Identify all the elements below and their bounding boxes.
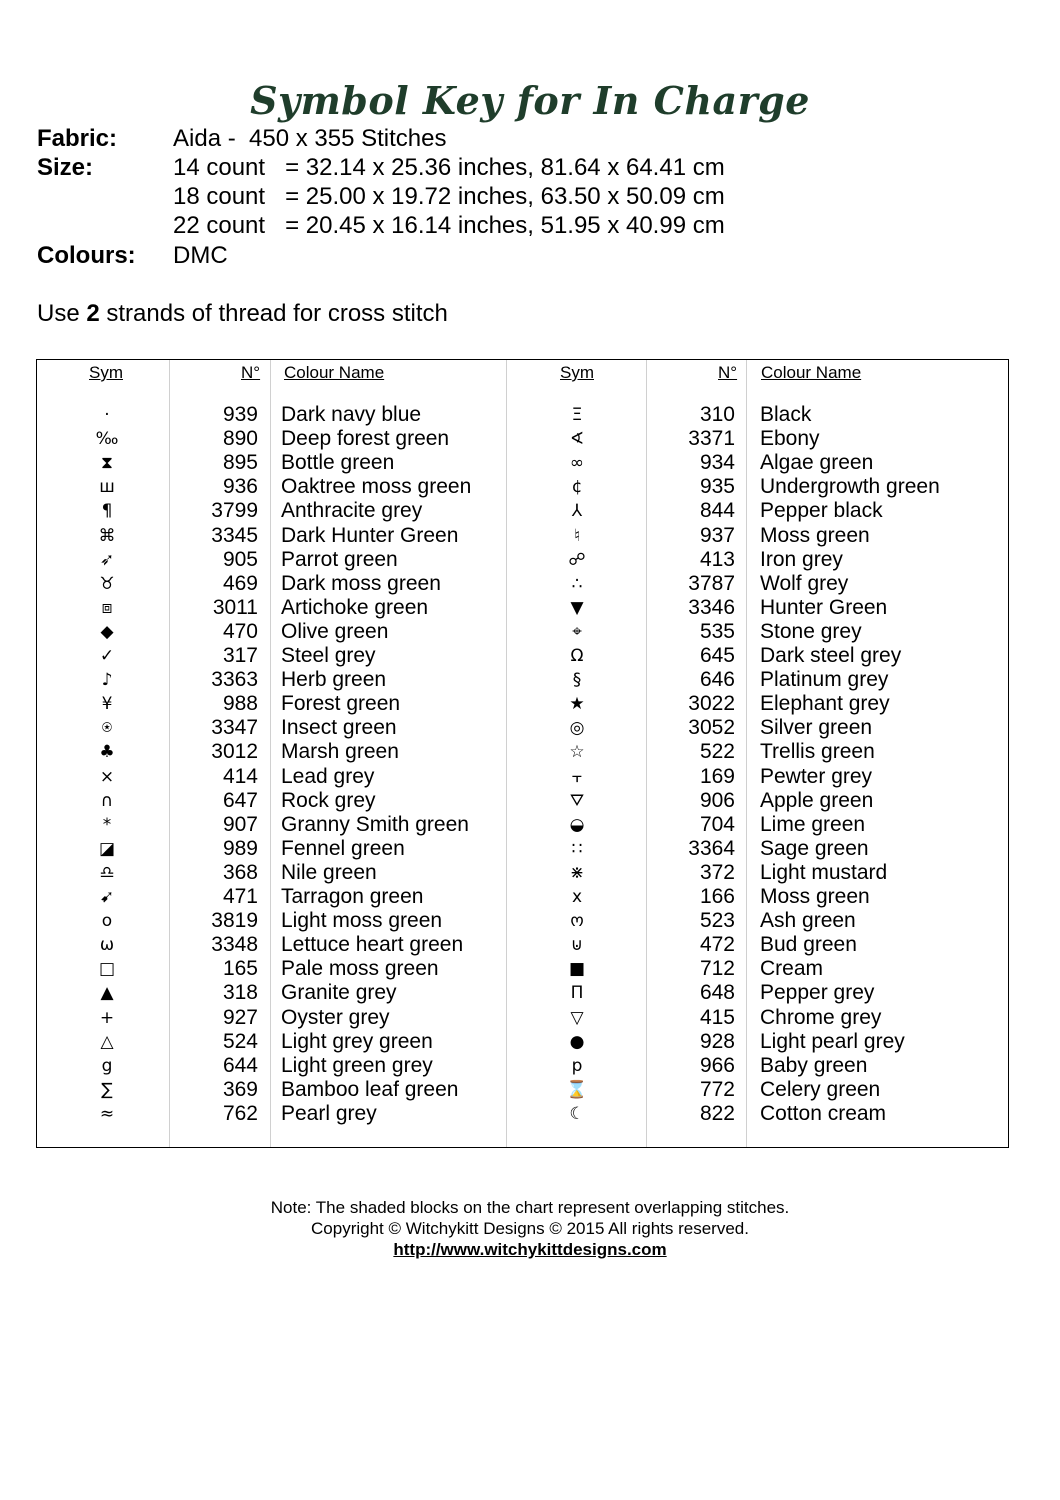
symbol-cell: △ bbox=[100, 1031, 114, 1052]
symbol-cell: ¥ bbox=[101, 694, 113, 715]
symbol-cell: ⌖ bbox=[572, 621, 582, 642]
colour-name-cell: Pearl grey bbox=[281, 1101, 377, 1125]
symbol-cell: Π bbox=[570, 983, 584, 1004]
colour-name-cell: Lead grey bbox=[281, 764, 375, 788]
colour-name-cell: Trellis green bbox=[760, 740, 875, 764]
colour-name-cell: Light pearl grey bbox=[760, 1029, 905, 1053]
colour-name-cell: Undergrowth green bbox=[760, 475, 940, 499]
table-row bbox=[37, 981, 1008, 1005]
colour-name-cell: Platinum grey bbox=[760, 668, 889, 692]
size-14-count: 14 count = 32.14 x 25.36 inches, 81.64 x 64.41 cm bbox=[173, 154, 725, 181]
number-cell: 704 bbox=[699, 812, 735, 836]
number-cell: 712 bbox=[699, 957, 735, 981]
colour-name-cell: Black bbox=[760, 403, 812, 426]
fabric-value: Aida - 450 x 355 Stitches bbox=[173, 125, 447, 152]
header-sym-left: Sym bbox=[89, 363, 123, 382]
number-cell: 3364 bbox=[688, 836, 735, 860]
number-cell: 966 bbox=[699, 1053, 735, 1077]
table-row bbox=[37, 1054, 1008, 1078]
table-row bbox=[37, 499, 1008, 523]
number-cell: 166 bbox=[699, 885, 735, 908]
colour-name-cell: Wolf grey bbox=[760, 571, 849, 595]
colour-name-cell: Light moss green bbox=[281, 909, 443, 933]
colour-name-cell: Iron grey bbox=[760, 547, 843, 571]
symbol-cell: ♉ bbox=[99, 573, 115, 594]
size-18-count: 18 count = 25.00 x 19.72 inches, 63.50 x 50.09 cm bbox=[173, 183, 725, 210]
colour-name-cell: Pale moss green bbox=[281, 957, 439, 981]
header-num-left: N° bbox=[241, 363, 261, 382]
number-cell: 988 bbox=[222, 692, 258, 716]
number-cell: 3819 bbox=[211, 909, 258, 933]
strands-count: 2 bbox=[86, 300, 100, 327]
colour-name-cell: Oaktree moss green bbox=[281, 475, 472, 499]
symbol-cell: ⅄ bbox=[571, 501, 583, 522]
colour-name-cell: Stone grey bbox=[760, 619, 862, 643]
colour-name-cell: Celery green bbox=[760, 1077, 881, 1101]
website-link[interactable]: http://www.witchykittdesigns.com bbox=[393, 1240, 667, 1259]
number-cell: 535 bbox=[699, 619, 735, 643]
number-cell: 937 bbox=[699, 523, 735, 547]
symbol-cell: ⨯ bbox=[99, 766, 115, 787]
colour-name-cell: Light grey green bbox=[281, 1029, 433, 1053]
number-cell: 934 bbox=[699, 451, 735, 475]
colour-name-cell: Elephant grey bbox=[760, 692, 890, 716]
symbol-cell: ◆ bbox=[100, 621, 114, 642]
symbol-cell: ⌘ bbox=[98, 525, 116, 546]
number-cell: 772 bbox=[699, 1077, 735, 1101]
footer-link-wrap bbox=[0, 1240, 1060, 1260]
number-cell: 3799 bbox=[211, 499, 258, 523]
symbol-cell: ⌛ bbox=[566, 1079, 588, 1100]
number-cell: 648 bbox=[699, 981, 735, 1005]
symbol-cell: x bbox=[571, 887, 583, 907]
symbol-cell: ∢ bbox=[569, 429, 585, 450]
symbol-cell: ➹ bbox=[99, 887, 115, 907]
table-row bbox=[37, 403, 1008, 427]
symbol-cell: ▽ bbox=[570, 1007, 584, 1028]
symbol-cell: * bbox=[102, 814, 112, 835]
symbol-cell: Ω bbox=[570, 646, 584, 666]
colour-name-cell: Dark steel grey bbox=[760, 644, 902, 667]
symbol-cell: ➶ bbox=[99, 549, 115, 570]
colour-name-cell: Pepper black bbox=[760, 499, 883, 523]
number-cell: 3345 bbox=[211, 523, 258, 547]
colours-value: DMC bbox=[173, 242, 228, 269]
strands-instruction bbox=[37, 300, 448, 328]
number-cell: 522 bbox=[699, 740, 735, 764]
symbol-cell: § bbox=[572, 670, 582, 691]
number-cell: 3011 bbox=[212, 595, 258, 619]
colour-name-cell: Herb green bbox=[281, 668, 387, 692]
symbol-cell: ო bbox=[570, 911, 584, 932]
symbol-cell: ★ bbox=[569, 694, 585, 715]
colour-name-cell: Algae green bbox=[760, 451, 874, 475]
colour-name-cell: Forest green bbox=[281, 692, 401, 716]
colour-name-cell: Baby green bbox=[760, 1053, 868, 1077]
number-cell: 310 bbox=[699, 403, 735, 426]
number-cell: 928 bbox=[699, 1029, 735, 1053]
number-cell: 470 bbox=[222, 619, 258, 643]
table-row bbox=[37, 813, 1008, 837]
colour-name-cell: Marsh green bbox=[281, 740, 399, 764]
number-cell: 471 bbox=[222, 885, 258, 908]
colour-name-cell: Sage green bbox=[760, 836, 869, 860]
table-row bbox=[37, 1006, 1008, 1030]
symbol-cell: ш bbox=[99, 477, 115, 498]
table-row bbox=[37, 1102, 1008, 1126]
symbol-cell: ◪ bbox=[98, 838, 116, 859]
symbol-cell: · bbox=[104, 405, 110, 425]
symbol-cell: ⧈ bbox=[101, 597, 113, 618]
number-cell: 647 bbox=[222, 788, 258, 812]
symbol-cell: ● bbox=[569, 1031, 585, 1052]
colour-name-cell: Dark navy blue bbox=[281, 403, 422, 426]
number-cell: 317 bbox=[222, 644, 258, 667]
symbol-key-table bbox=[36, 359, 1009, 1148]
number-cell: 762 bbox=[222, 1101, 258, 1125]
table-row bbox=[37, 644, 1008, 668]
colour-name-cell: Ebony bbox=[760, 427, 820, 451]
header-sym-right: Sym bbox=[560, 363, 594, 382]
symbol-cell: ∑ bbox=[101, 1079, 113, 1100]
symbol-cell: ∴ bbox=[571, 573, 583, 594]
table-row bbox=[37, 427, 1008, 451]
colour-name-cell: Dark Hunter Green bbox=[281, 523, 459, 547]
symbol-cell: Ξ bbox=[571, 405, 583, 425]
symbol-cell: ◎ bbox=[569, 718, 585, 739]
number-cell: 644 bbox=[222, 1053, 258, 1077]
number-cell: 935 bbox=[699, 475, 735, 499]
symbol-cell: ♎ bbox=[99, 862, 115, 883]
symbol-cell: ⊍ bbox=[570, 935, 584, 956]
symbol-cell: ‰ bbox=[95, 429, 119, 450]
symbol-cell: ♮ bbox=[573, 525, 581, 546]
number-cell: 3787 bbox=[688, 571, 735, 595]
symbol-cell: ♪ bbox=[101, 670, 113, 691]
number-cell: 939 bbox=[222, 403, 258, 426]
colour-name-cell: Light mustard bbox=[760, 860, 888, 884]
colour-name-cell: Granite grey bbox=[281, 981, 397, 1005]
colour-name-cell: Steel grey bbox=[281, 644, 376, 667]
number-cell: 645 bbox=[699, 644, 735, 667]
colour-name-cell: Oyster grey bbox=[281, 1005, 390, 1029]
number-cell: 905 bbox=[222, 547, 258, 571]
symbol-cell: ✓ bbox=[99, 646, 115, 666]
colour-name-cell: Bud green bbox=[760, 933, 857, 957]
number-cell: 3363 bbox=[211, 668, 258, 692]
table-row bbox=[37, 668, 1008, 692]
strands-suffix: strands of thread for cross stitch bbox=[106, 300, 448, 327]
symbol-cell: ⧗ bbox=[101, 453, 113, 474]
table-row bbox=[37, 475, 1008, 499]
symbol-cell: ⫟ bbox=[571, 766, 583, 787]
number-cell: 415 bbox=[699, 1005, 735, 1029]
colour-name-cell: Granny Smith green bbox=[281, 812, 469, 836]
number-cell: 469 bbox=[222, 571, 258, 595]
number-cell: 989 bbox=[222, 836, 258, 860]
colour-name-cell: Apple green bbox=[760, 788, 874, 812]
symbol-cell: ≈ bbox=[99, 1103, 115, 1124]
number-cell: 368 bbox=[222, 860, 258, 884]
table-row bbox=[37, 837, 1008, 861]
table-row bbox=[37, 885, 1008, 909]
fabric-label: Fabric: bbox=[37, 125, 118, 152]
symbol-cell: ■ bbox=[568, 959, 586, 980]
symbol-cell: ☍ bbox=[568, 549, 586, 570]
colour-name-cell: Moss green bbox=[760, 885, 870, 908]
symbol-cell: ♣ bbox=[99, 742, 115, 763]
table-row bbox=[37, 789, 1008, 813]
table-row bbox=[37, 692, 1008, 716]
colours-label: Colours: bbox=[37, 242, 136, 269]
number-cell: 414 bbox=[222, 764, 258, 788]
colour-name-cell: Hunter Green bbox=[760, 595, 888, 619]
number-cell: 3346 bbox=[688, 595, 735, 619]
colour-name-cell: Lettuce heart green bbox=[281, 933, 464, 957]
table-row bbox=[37, 451, 1008, 475]
table-row bbox=[37, 620, 1008, 644]
table-row bbox=[37, 572, 1008, 596]
symbol-cell: ⋇ bbox=[569, 862, 585, 883]
symbol-cell: ▼ bbox=[570, 597, 584, 618]
symbol-cell: ◒ bbox=[569, 814, 585, 835]
colour-name-cell: Bottle green bbox=[281, 451, 395, 475]
colour-name-cell: Bamboo leaf green bbox=[281, 1077, 459, 1101]
number-cell: 165 bbox=[222, 957, 258, 981]
symbol-cell: ω bbox=[99, 935, 115, 956]
colour-name-cell: Anthracite grey bbox=[281, 499, 423, 523]
symbol-cell: □ bbox=[98, 959, 116, 980]
colour-name-cell: Silver green bbox=[760, 716, 873, 740]
header-name-right: Colour Name bbox=[761, 363, 862, 382]
table-row bbox=[37, 524, 1008, 548]
table-row bbox=[37, 765, 1008, 789]
size-22-count: 22 count = 20.45 x 16.14 inches, 51.95 x 40.99 cm bbox=[173, 212, 725, 239]
symbol-cell: ⛛ bbox=[569, 790, 585, 811]
header-num-right: N° bbox=[718, 363, 738, 382]
symbol-cell: p bbox=[571, 1055, 583, 1076]
colour-name-cell: Cotton cream bbox=[760, 1101, 887, 1125]
colour-name-cell: Lime green bbox=[760, 812, 866, 836]
table-row bbox=[37, 716, 1008, 740]
colour-name-cell: Pewter grey bbox=[760, 764, 873, 788]
number-cell: 895 bbox=[222, 451, 258, 475]
colour-name-cell: Moss green bbox=[760, 523, 870, 547]
symbol-cell: ▲ bbox=[100, 983, 114, 1004]
symbol-cell: o bbox=[101, 911, 113, 932]
number-cell: 524 bbox=[222, 1029, 258, 1053]
table-row bbox=[37, 933, 1008, 957]
table-row bbox=[37, 909, 1008, 933]
symbol-cell: ∞ bbox=[569, 453, 585, 474]
footer-copyright: Copyright © Witchykitt Designs © 2015 All rights reserved. bbox=[311, 1219, 749, 1238]
number-cell: 372 bbox=[699, 860, 735, 884]
symbol-cell: ∩ bbox=[100, 790, 114, 811]
number-cell: 3012 bbox=[211, 740, 258, 764]
symbol-cell: ∷ bbox=[571, 838, 583, 859]
number-cell: 906 bbox=[699, 788, 735, 812]
number-cell: 523 bbox=[699, 909, 735, 933]
number-cell: 907 bbox=[222, 812, 258, 836]
number-cell: 3052 bbox=[688, 716, 735, 740]
colour-name-cell: Pepper grey bbox=[760, 981, 875, 1005]
table-row bbox=[37, 861, 1008, 885]
colour-name-cell: Tarragon green bbox=[281, 885, 424, 908]
colour-name-cell: Rock grey bbox=[281, 788, 376, 812]
table-row bbox=[37, 957, 1008, 981]
footer-note: Note: The shaded blocks on the chart represent overlapping stitches. bbox=[270, 1198, 790, 1217]
number-cell: 936 bbox=[222, 475, 258, 499]
colour-name-cell: Olive green bbox=[281, 619, 389, 643]
symbol-cell: ☆ bbox=[569, 742, 585, 763]
symbol-cell: + bbox=[99, 1007, 115, 1028]
colour-name-cell: Parrot green bbox=[281, 547, 398, 571]
number-cell: 844 bbox=[699, 499, 735, 523]
colour-name-cell: Chrome grey bbox=[760, 1005, 882, 1029]
symbol-cell: ¶ bbox=[101, 501, 113, 522]
symbol-cell: ¢ bbox=[571, 477, 583, 498]
table-row bbox=[37, 740, 1008, 764]
number-cell: 413 bbox=[699, 547, 735, 571]
number-cell: 3347 bbox=[211, 716, 258, 740]
colour-name-cell: Ash green bbox=[760, 909, 856, 933]
colour-name-cell: Insect green bbox=[281, 716, 397, 740]
number-cell: 472 bbox=[699, 933, 735, 957]
table-row bbox=[37, 1078, 1008, 1102]
number-cell: 3022 bbox=[688, 692, 735, 716]
number-cell: 927 bbox=[222, 1005, 258, 1029]
header-name-left: Colour Name bbox=[284, 363, 385, 382]
symbol-cell: ⍟ bbox=[101, 718, 113, 739]
colour-name-cell: Deep forest green bbox=[281, 427, 450, 451]
size-label: Size: bbox=[37, 154, 94, 181]
strands-prefix: Use bbox=[37, 300, 80, 327]
colour-name-cell: Light green grey bbox=[281, 1053, 433, 1077]
table-row bbox=[37, 548, 1008, 572]
number-cell: 369 bbox=[222, 1077, 258, 1101]
number-cell: 318 bbox=[222, 981, 258, 1005]
colour-name-cell: Nile green bbox=[281, 860, 377, 884]
colour-name-cell: Dark moss green bbox=[281, 571, 441, 595]
colour-name-cell: Artichoke green bbox=[281, 595, 429, 619]
symbol-cell: g bbox=[101, 1055, 113, 1076]
symbol-cell: ☾ bbox=[569, 1103, 585, 1124]
number-cell: 890 bbox=[222, 427, 258, 451]
table-row bbox=[37, 596, 1008, 620]
number-cell: 169 bbox=[699, 764, 735, 788]
table-row bbox=[37, 1030, 1008, 1054]
number-cell: 822 bbox=[699, 1101, 735, 1125]
number-cell: 3371 bbox=[688, 427, 735, 451]
number-cell: 646 bbox=[699, 668, 735, 692]
page-title: Symbol Key for In Charge bbox=[250, 78, 810, 123]
number-cell: 3348 bbox=[211, 933, 258, 957]
colour-name-cell: Cream bbox=[760, 957, 824, 981]
colour-name-cell: Fennel green bbox=[281, 836, 405, 860]
